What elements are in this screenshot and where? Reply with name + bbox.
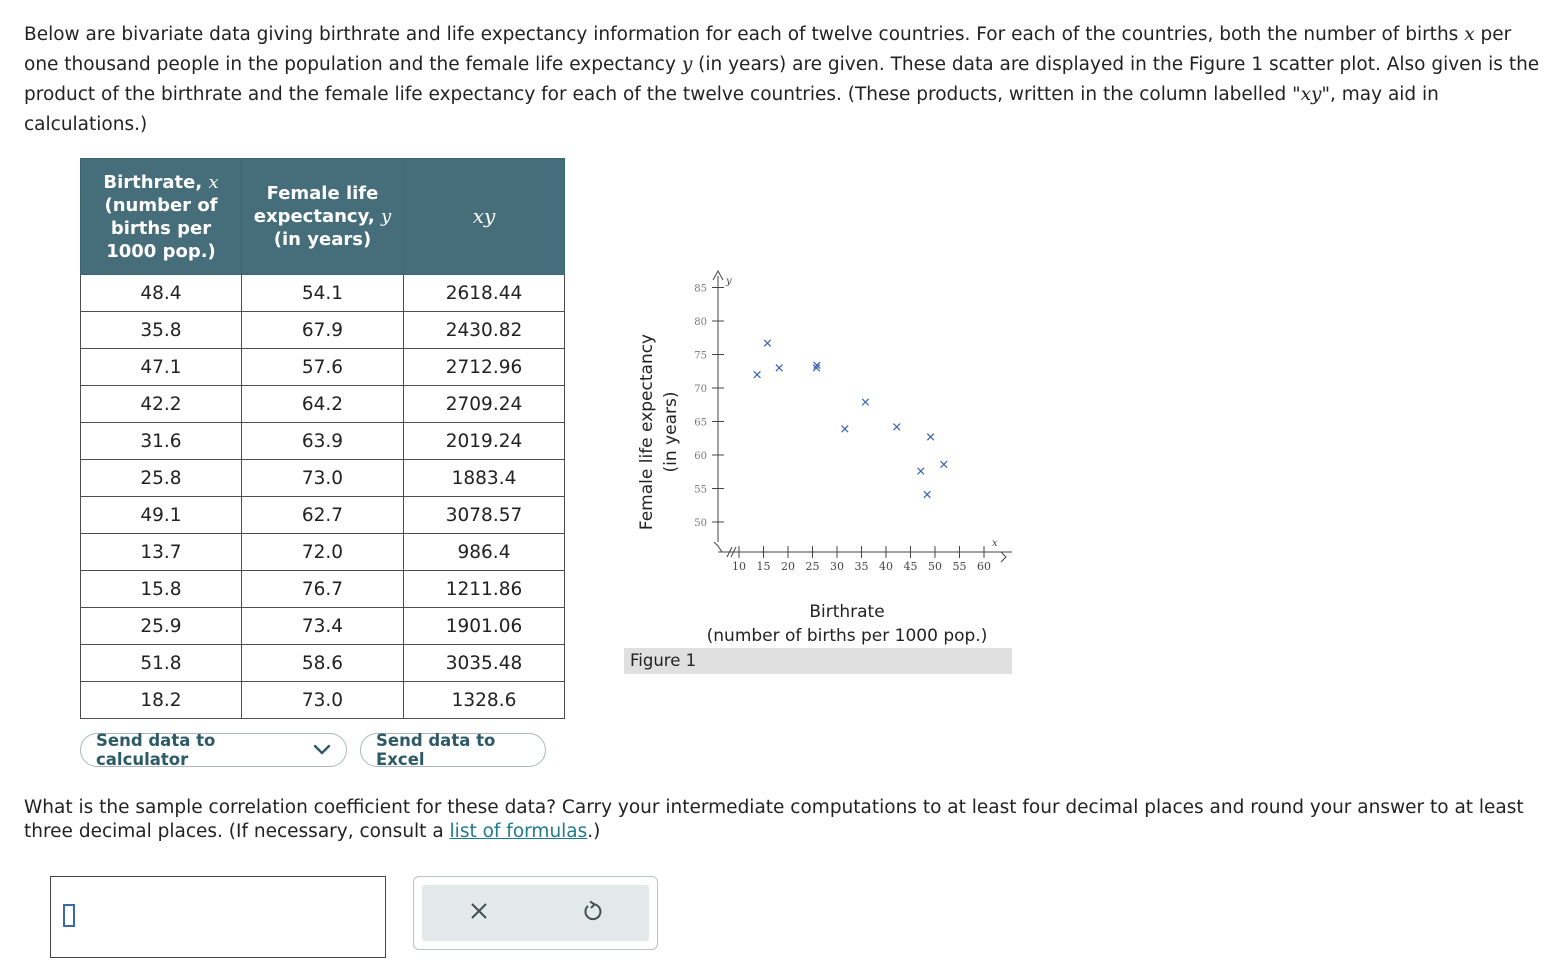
table-row xyxy=(81,386,565,423)
header-birthrate-text: Birthrate, xyxy=(103,171,209,193)
send-to-calculator-button[interactable] xyxy=(80,733,347,767)
table-body xyxy=(81,275,565,719)
intro-text-3: (in years) are given. These data are displayed in the Figure 1 scatter plot. Also given is the product of the birthrate and the female life expectancy for each of the twelve countries. (These products, written in the column labelled " xyxy=(24,54,1540,105)
cell-birthrate: 35.8 xyxy=(81,312,242,349)
x-tick-label: 40 xyxy=(879,560,893,573)
table-row xyxy=(81,571,565,608)
cell-birthrate: 47.1 xyxy=(81,349,242,386)
cell-life-expectancy: 63.9 xyxy=(241,423,403,460)
data-point xyxy=(924,491,931,498)
send-to-calculator-label: Send data to calculator xyxy=(96,731,216,769)
cell-xy: 3035.48 xyxy=(403,645,564,682)
table-row xyxy=(81,349,565,386)
answer-input[interactable] xyxy=(50,876,386,958)
header-xy-var: xy xyxy=(472,203,496,228)
data-point xyxy=(893,424,900,431)
question-body: What is the sample correlation coefficient for these data? Carry your intermediate computations to at least four decimal places and round your answer to at least three decimal places. (If necessary, consult a xyxy=(24,797,1524,842)
cell-birthrate: 49.1 xyxy=(81,497,242,534)
cell-xy: 2618.44 xyxy=(403,275,564,312)
cell-xy: 2712.96 xyxy=(403,349,564,386)
cell-life-expectancy: 72.0 xyxy=(241,534,403,571)
scatter-plot xyxy=(624,264,1012,674)
cell-xy: 1211.86 xyxy=(403,571,564,608)
data-point xyxy=(917,468,924,475)
plot-axes xyxy=(694,271,1012,573)
data-point xyxy=(842,426,849,433)
x-tick-label: 25 xyxy=(805,560,820,573)
header-birthrate-var: x xyxy=(208,171,219,193)
cell-xy: 2709.24 xyxy=(403,386,564,423)
header-birthrate-unit: (number of births per 1000 pop.) xyxy=(104,194,218,262)
cell-birthrate: 18.2 xyxy=(81,682,242,719)
x-tick-label: 50 xyxy=(928,560,942,573)
y-axis-label-line1: Female life expectancy xyxy=(637,333,657,531)
input-cursor xyxy=(63,904,75,927)
cell-life-expectancy: 73.0 xyxy=(241,460,403,497)
cell-xy: 1901.06 xyxy=(403,608,564,645)
x-tick-label: 35 xyxy=(854,560,869,573)
var-x: x xyxy=(1464,24,1475,45)
table-row xyxy=(81,682,565,719)
cell-birthrate: 25.8 xyxy=(81,460,242,497)
cell-xy: 1883.4 xyxy=(403,460,564,497)
figure-caption: Figure 1 xyxy=(624,648,1012,674)
cell-life-expectancy: 54.1 xyxy=(241,275,403,312)
table-row xyxy=(81,645,565,682)
intro-paragraph xyxy=(24,20,1544,140)
cell-birthrate: 51.8 xyxy=(81,645,242,682)
x-axis-label-line2: (number of births per 1000 pop.) xyxy=(706,626,988,646)
x-tick-label: 20 xyxy=(781,560,795,573)
cell-life-expectancy: 64.2 xyxy=(241,386,403,423)
x-axis-arrow xyxy=(1001,552,1006,562)
cell-birthrate: 15.8 xyxy=(81,571,242,608)
cell-xy: 1328.6 xyxy=(403,682,564,719)
clear-button[interactable] xyxy=(459,893,499,933)
y-tick-label: 75 xyxy=(694,350,707,362)
data-table xyxy=(80,158,565,719)
cell-birthrate: 31.6 xyxy=(81,423,242,460)
question-text xyxy=(24,796,1554,844)
y-tick-label: 80 xyxy=(694,317,707,328)
x-tick-label: 30 xyxy=(830,560,844,573)
x-tick-label: 15 xyxy=(756,560,771,573)
var-xy: xy xyxy=(1300,84,1322,105)
data-point xyxy=(941,461,948,468)
plot-points xyxy=(754,340,947,498)
cell-life-expectancy: 76.7 xyxy=(241,571,403,608)
y-axis-symbol: y xyxy=(726,276,732,287)
x-tick-label: 10 xyxy=(732,560,746,573)
header-life-unit: (in years) xyxy=(273,229,372,250)
x-tick-label: 55 xyxy=(952,560,967,573)
table-row xyxy=(81,275,565,312)
send-to-excel-label: Send data to Excel xyxy=(376,731,496,769)
chevron-down-icon xyxy=(313,741,331,760)
cell-xy: 2430.82 xyxy=(403,312,564,349)
data-point xyxy=(764,340,771,347)
undo-button[interactable] xyxy=(572,893,612,933)
data-point xyxy=(754,371,761,378)
intro-text-2: per one thousand people in the population and the female life expectancy xyxy=(24,24,1512,75)
cell-life-expectancy: 58.6 xyxy=(241,645,403,682)
table-row xyxy=(81,497,565,534)
data-point xyxy=(862,399,869,406)
action-panel xyxy=(413,876,658,950)
intro-text-1: Below are bivariate data giving birthrate and life expectancy information for each of twelve countries. For each of the countries, both the number of births xyxy=(24,24,1465,45)
y-tick-label: 65 xyxy=(694,417,707,429)
table-row xyxy=(81,608,565,645)
y-axis-label-line2: (in years) xyxy=(661,391,681,473)
x-axis-symbol: x xyxy=(992,538,998,549)
list-of-formulas-link[interactable]: list of formulas xyxy=(449,821,588,842)
intro-text-4: ", may aid in calculations.) xyxy=(24,84,1439,135)
action-panel-inner xyxy=(422,885,649,941)
cell-xy: 986.4 xyxy=(403,534,564,571)
y-tick-label: 70 xyxy=(694,384,707,395)
x-tick-label: 60 xyxy=(977,560,991,573)
header-life-expectancy xyxy=(241,159,403,275)
y-tick-label: 85 xyxy=(694,283,707,295)
header-life-text: Female life expectancy, xyxy=(253,183,382,227)
cell-life-expectancy: 73.0 xyxy=(241,682,403,719)
header-birthrate xyxy=(81,159,242,275)
header-xy xyxy=(403,159,564,275)
cell-birthrate: 42.2 xyxy=(81,386,242,423)
cell-xy: 2019.24 xyxy=(403,423,564,460)
y-tick-label: 55 xyxy=(694,484,707,496)
undo-icon xyxy=(581,900,603,926)
x-icon xyxy=(469,901,489,925)
x-tick-label: 45 xyxy=(903,560,918,573)
table-row xyxy=(81,423,565,460)
var-y: y xyxy=(681,54,693,75)
table-row xyxy=(81,534,565,571)
cell-birthrate: 25.9 xyxy=(81,608,242,645)
cell-birthrate: 48.4 xyxy=(81,275,242,312)
question-end: .) xyxy=(587,821,601,842)
cell-life-expectancy: 62.7 xyxy=(241,497,403,534)
x-axis-label-line1: Birthrate xyxy=(809,602,885,622)
table-row xyxy=(81,312,565,349)
cell-life-expectancy: 67.9 xyxy=(241,312,403,349)
y-axis-break xyxy=(714,542,722,552)
header-life-var: y xyxy=(381,206,392,227)
data-point xyxy=(927,434,934,441)
send-to-excel-button[interactable] xyxy=(360,733,546,767)
y-tick-label: 50 xyxy=(694,518,707,529)
cell-life-expectancy: 73.4 xyxy=(241,608,403,645)
cell-xy: 3078.57 xyxy=(403,497,564,534)
data-point xyxy=(776,365,783,372)
table-row xyxy=(81,460,565,497)
y-tick-label: 60 xyxy=(694,451,707,462)
cell-birthrate: 13.7 xyxy=(81,534,242,571)
cell-life-expectancy: 57.6 xyxy=(241,349,403,386)
